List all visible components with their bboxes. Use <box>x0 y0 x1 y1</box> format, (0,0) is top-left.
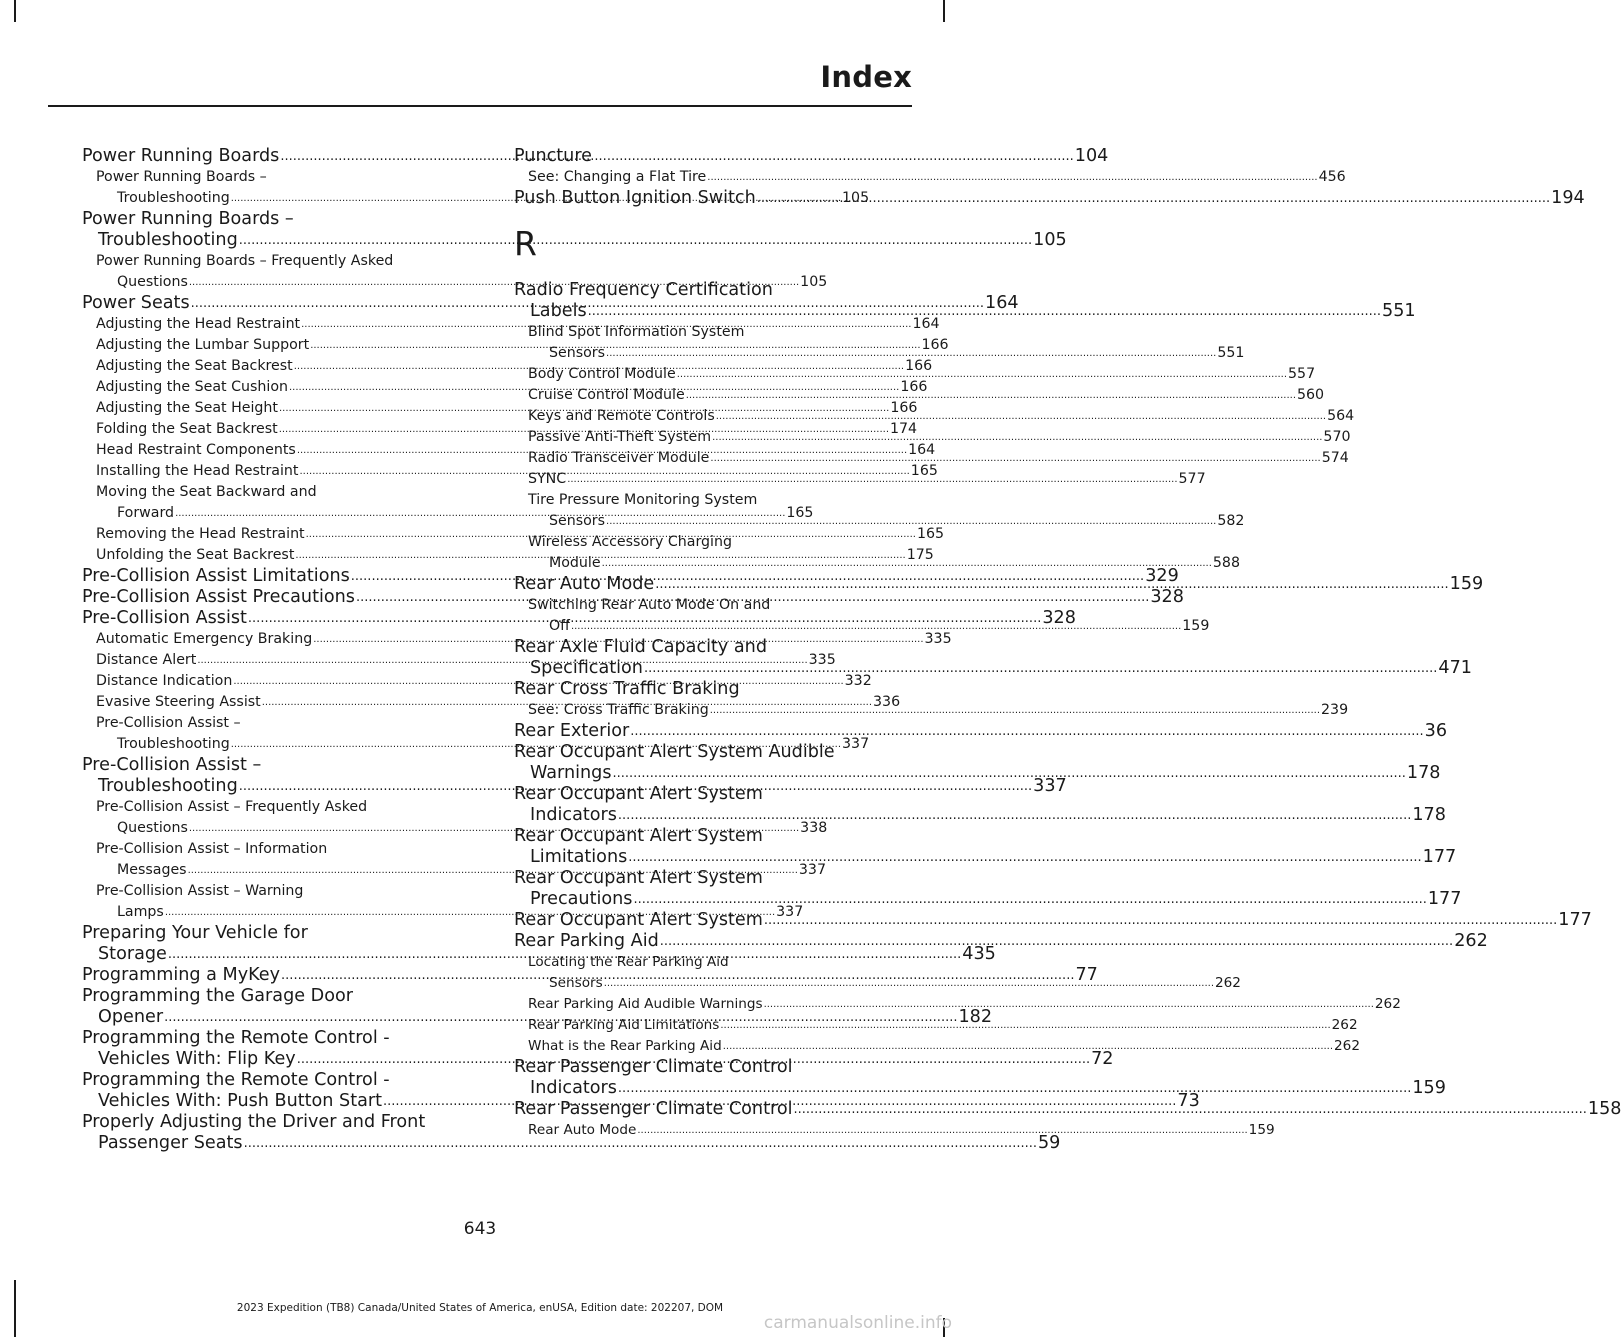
index-entry[interactable]: Rear Exterior ..... 36 <box>514 721 904 742</box>
index-subentry[interactable]: Adjusting the Head Restraint ..... 164 <box>82 314 472 335</box>
index-subentry[interactable]: Rear Parking Aid Limitations ..... 262 <box>514 1015 904 1036</box>
index-subentry-heading: Power Running Boards – Frequently Asked <box>96 253 394 269</box>
index-entry[interactable]: Rear Occupant Alert System ..... 177 <box>514 910 904 931</box>
index-subentry[interactable]: Distance Alert ..... 335 <box>82 650 472 671</box>
index-subentry[interactable]: Rear Parking Aid Audible Warnings ..... 262 <box>514 994 904 1015</box>
index-entry[interactable]: Passenger Seats ..... 59 <box>82 1133 472 1154</box>
index-subentry[interactable]: Passive Anti-Theft System ..... 570 <box>514 427 904 448</box>
index-entry[interactable]: Specification ..... 471 <box>514 658 904 679</box>
index-entry[interactable]: Indicators ..... 159 <box>514 1078 904 1099</box>
index-subentry[interactable]: Removing the Head Restraint ..... 165 <box>82 524 472 545</box>
index-subentry-heading: Switching Rear Auto Mode On and <box>528 597 771 613</box>
index-subentry-heading: Tire Pressure Monitoring System <box>528 492 758 508</box>
index-subentry[interactable]: Folding the Seat Backrest ..... 174 <box>82 419 472 440</box>
index-subentry[interactable]: Automatic Emergency Braking ..... 335 <box>82 629 472 650</box>
index-entry-heading: Rear Occupant Alert System <box>514 826 763 846</box>
index-subentry[interactable]: Rear Auto Mode ..... 159 <box>514 1120 904 1141</box>
section-letter: R <box>514 224 537 263</box>
page-title: Index <box>820 60 912 94</box>
index-subentry-heading: Blind Spot Information System <box>528 324 745 340</box>
index-entry[interactable]: Pre-Collision Assist ..... 328 <box>82 608 472 629</box>
index-entry-heading: Programming the Garage Door <box>82 986 353 1006</box>
index-entry-heading: Programming the Remote Control - <box>82 1070 390 1090</box>
index-subentry[interactable]: Sensors ..... 582 <box>514 511 904 532</box>
index-subentry[interactable]: What is the Rear Parking Aid ..... 262 <box>514 1036 904 1057</box>
index-entry[interactable]: Indicators ..... 178 <box>514 805 904 826</box>
page-number: 643 <box>463 1219 497 1239</box>
index-subentry[interactable]: Unfolding the Seat Backrest ..... 175 <box>82 545 472 566</box>
index-subentry[interactable]: Off ..... 159 <box>514 616 904 637</box>
index-entry-heading: Rear Passenger Climate Control <box>514 1057 793 1077</box>
index-subentry[interactable]: Radio Transceiver Module ..... 574 <box>514 448 904 469</box>
index-subentry[interactable]: Cruise Control Module ..... 560 <box>514 385 904 406</box>
index-entry-heading: Rear Occupant Alert System Audible <box>514 742 835 762</box>
index-entry[interactable]: Troubleshooting ..... 105 <box>82 230 472 251</box>
index-entry-heading: Properly Adjusting the Driver and Front <box>82 1112 426 1132</box>
index-entry[interactable]: Rear Passenger Climate Control ..... 158 <box>514 1099 904 1120</box>
index-subentry[interactable]: See: Cross Traffic Braking ..... 239 <box>514 700 904 721</box>
index-entry-heading: Preparing Your Vehicle for <box>82 923 308 943</box>
index-entry-heading: Rear Cross Traffic Braking <box>514 679 740 699</box>
index-entry-heading: Power Running Boards – <box>82 209 294 229</box>
index-subentry[interactable]: Questions ..... 105 <box>82 272 472 293</box>
index-entry[interactable]: Storage ..... 435 <box>82 944 472 965</box>
index-subentry-heading: Moving the Seat Backward and <box>96 484 317 500</box>
index-subentry[interactable]: Sensors ..... 262 <box>514 973 904 994</box>
index-entry-heading: Rear Occupant Alert System <box>514 784 763 804</box>
index-entry[interactable]: Labels ..... 551 <box>514 301 904 322</box>
index-subentry[interactable]: Head Restraint Components ..... 164 <box>82 440 472 461</box>
index-subentry-heading: Pre-Collision Assist – Frequently Asked <box>96 799 368 815</box>
index-subentry[interactable]: Adjusting the Seat Backrest ..... 166 <box>82 356 472 377</box>
index-subentry[interactable]: Adjusting the Lumbar Support ..... 166 <box>82 335 472 356</box>
index-entry-heading: Pre-Collision Assist – <box>82 755 262 775</box>
index-entry-heading: Programming the Remote Control - <box>82 1028 390 1048</box>
index-subentry-heading: Power Running Boards – <box>96 169 267 185</box>
watermark-text: carmanualsonline.info <box>763 1313 952 1333</box>
index-subentry[interactable]: Adjusting the Seat Height ..... 166 <box>82 398 472 419</box>
index-subentry[interactable]: See: Changing a Flat Tire ..... 456 <box>514 167 904 188</box>
index-entry[interactable]: Warnings ..... 178 <box>514 763 904 784</box>
crop-mark-top-left <box>14 0 16 22</box>
index-entry[interactable]: Limitations ..... 177 <box>514 847 904 868</box>
index-entry-heading: Radio Frequency Certification <box>514 280 773 300</box>
index-subentry-heading: Pre-Collision Assist – Warning <box>96 883 304 899</box>
index-subentry[interactable]: Troubleshooting ..... 337 <box>82 734 472 755</box>
index-entry[interactable]: Vehicles With: Push Button Start ..... 73 <box>82 1091 472 1112</box>
index-entry[interactable]: Opener ..... 182 <box>82 1007 472 1028</box>
index-subentry[interactable]: Adjusting the Seat Cushion ..... 166 <box>82 377 472 398</box>
index-entry-heading: Rear Occupant Alert System <box>514 868 763 888</box>
index-subentry[interactable]: Forward ..... 165 <box>82 503 472 524</box>
index-subentry[interactable]: Questions ..... 338 <box>82 818 472 839</box>
index-entry[interactable]: Precautions ..... 177 <box>514 889 904 910</box>
index-subentry[interactable]: Lamps ..... 337 <box>82 902 472 923</box>
index-subentry[interactable]: Keys and Remote Controls ..... 564 <box>514 406 904 427</box>
index-subentry[interactable]: Installing the Head Restraint ..... 165 <box>82 461 472 482</box>
index-entry[interactable]: Rear Auto Mode ..... 159 <box>514 574 904 595</box>
index-subentry[interactable]: Troubleshooting ..... 105 <box>82 188 472 209</box>
index-entry[interactable]: Push Button Ignition Switch ..... 194 <box>514 188 904 209</box>
header-divider <box>48 105 912 107</box>
index-entry[interactable]: Vehicles With: Flip Key ..... 72 <box>82 1049 472 1070</box>
index-entry-heading: Puncture <box>514 146 592 166</box>
index-entry-heading: Rear Axle Fluid Capacity and <box>514 637 768 657</box>
index-entry[interactable]: Pre-Collision Assist Limitations ..... 329 <box>82 566 472 587</box>
index-subentry[interactable]: Messages ..... 337 <box>82 860 472 881</box>
index-subentry[interactable]: Distance Indication ..... 332 <box>82 671 472 692</box>
index-subentry[interactable]: SYNC ..... 577 <box>514 469 904 490</box>
index-subentry-heading: Wireless Accessory Charging <box>528 534 732 550</box>
index-subentry-heading: Pre-Collision Assist – <box>96 715 241 731</box>
index-subentry[interactable]: Body Control Module ..... 557 <box>514 364 904 385</box>
crop-mark-top-right <box>943 0 945 22</box>
index-entry[interactable]: Power Seats ..... 164 <box>82 293 472 314</box>
index-subentry[interactable]: Sensors ..... 551 <box>514 343 904 364</box>
index-entry[interactable]: Troubleshooting ..... 337 <box>82 776 472 797</box>
index-subentry-heading: Pre-Collision Assist – Information <box>96 841 328 857</box>
index-subentry[interactable]: Evasive Steering Assist ..... 336 <box>82 692 472 713</box>
index-entry[interactable]: Power Running Boards ..... 104 <box>82 146 472 167</box>
index-entry[interactable]: Rear Parking Aid ..... 262 <box>514 931 904 952</box>
index-entry[interactable]: Pre-Collision Assist Precautions ..... 328 <box>82 587 472 608</box>
footer-edition-text: 2023 Expedition (TB8) Canada/United States of America, enUSA, Edition date: 202207, DOM <box>236 1302 724 1314</box>
index-entry[interactable]: Programming a MyKey ..... 77 <box>82 965 472 986</box>
index-subentry[interactable]: Module ..... 588 <box>514 553 904 574</box>
index-subentry-heading: Locating the Rear Parking Aid <box>528 954 729 970</box>
